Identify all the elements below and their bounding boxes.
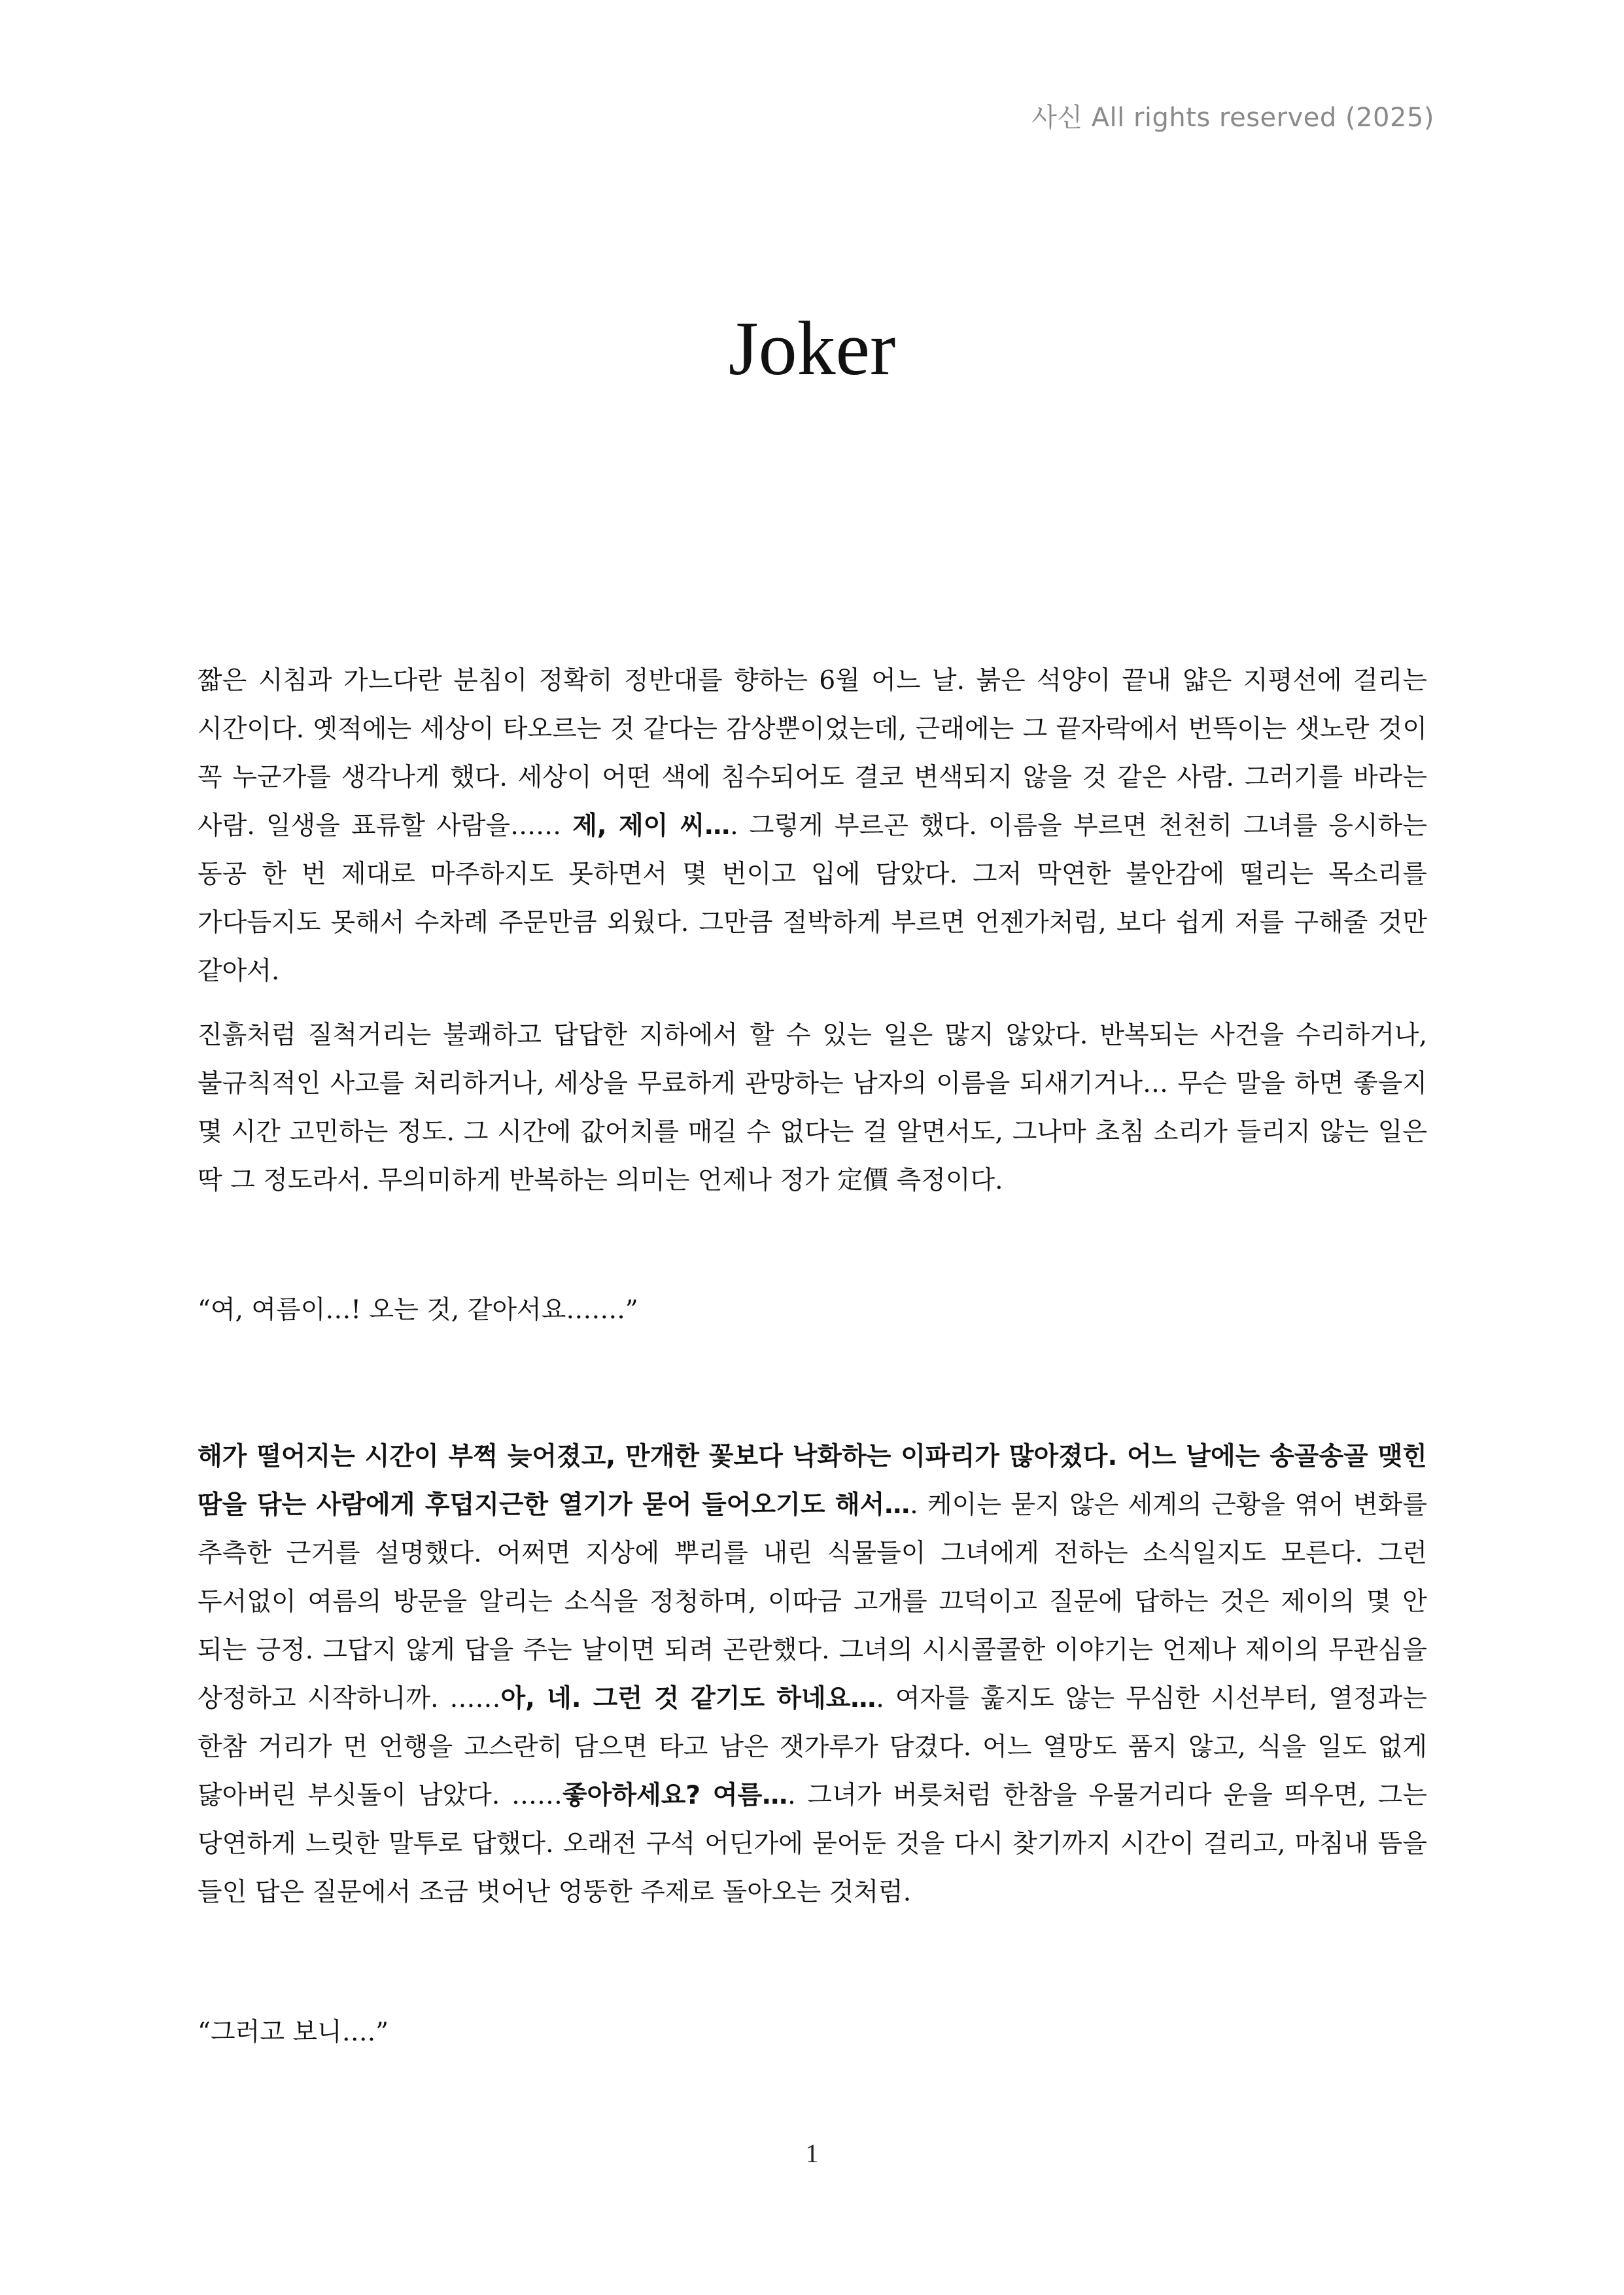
story-body	[198, 657, 1427, 2057]
dialogue-line-2: “그러고 보니….”	[198, 2018, 389, 2047]
paragraph-1	[198, 657, 1427, 996]
paragraph-3	[198, 1433, 1427, 1917]
paragraph-1-text-c: . 그렇게 부르곤 했다. 이름을 부르면 천천히 그녀를 응시하는 동공 한 번 제대로 마주하지도 못하면서 몇 번이고 입에 담았다. 그저 막연한 불안감에 떨리는 목소리를 가다듬지도 못해서 수차례 주문만큼 외웠다. 그만큼 절박하게 부르면 언젠가처럼, 보다 쉽게 저를 구해줄 것만 같아서.	[198, 811, 1427, 986]
paragraph-3-bold-c: 아, 네. 그런 것 같기도 하네요…	[500, 1684, 876, 1713]
section-gap	[198, 1335, 1427, 1433]
dialogue-line-1: “여, 여름이…! 오는 것, 같아서요…….”	[198, 1295, 638, 1325]
paragraph-3-text-d: . 여자를 훑지도 않는 무심한 시선부터, 열정과는 한참 거리가 먼 언행을 고스란히 담으면 타고 남은 잿가루가 담겼다. 어느 열망도 품지 않고, 식을 일도 없게 닳아버린 부싯돌이 남았다. ……	[198, 1684, 1428, 1810]
page-title: Joker	[728, 306, 896, 391]
section-gap	[198, 1917, 1427, 2008]
paragraph-3-text-f: . 그녀가 버릇처럼 한참을 우물거리다 운을 띄우면, 그는 당연하게 느릿한 말투로 답했다. 오래전 구석 어딘가에 묻어둔 것을 다시 찾기까지 시간이 걸리고, 마침내 뜸을 들인 답은 질문에서 조금 벗어난 엉뚱한 주제로 돌아오는 것처럼.	[198, 1781, 1427, 1907]
paragraph-1-bold-dialogue: 제, 제이 씨…	[572, 811, 731, 841]
paragraph-3-text-b: . 케이는 묻지 않은 세계의 근황을 엮어 변화를 추측한 근거를 설명했다. 어쩌면 지상에 뿌리를 내린 식물들이 그녀에게 전하는 소식일지도 모른다. 그런 두서없이 여름의 방문을 알리는 소식을 정청하며, 이따금 고개를 끄덕이고 질문에 답하는 것은 제이의 몇 안 되는 긍정. 그답지 않게 답을 주는 날이면 되려 곤란했다. 그녀의 시시콜콜한 이야기는 언제나 제이의 무관심을 상정하고 시작하니까. ……	[198, 1490, 1427, 1713]
copyright-header: 사신 All rights reserved (2025)	[1031, 103, 1434, 133]
paragraph-3-bold-a: 해가 떨어지는 시간이 부쩍 늦어졌고, 만개한 꽃보다 낙화하는 이파리가 많아졌다. 어느 날에는 송골송골 맺힌 땀을 닦는 사람에게 후덥지근한 열기가 묻어 들어오기도 해서…	[198, 1442, 1427, 1520]
paragraph-2: 진흙처럼 질척거리는 불쾌하고 답답한 지하에서 할 수 있는 일은 많지 않았다. 반복되는 사건을 수리하거나, 불규칙적인 사고를 처리하거나, 세상을 무료하게 관망하는 남자의 이름을 되새기거나… 무슨 말을 하면 좋을지 몇 시간 고민하는 정도. 그 시간에 값어치를 매길 수 없다는 걸 알면서도, 그나마 초침 소리가 들리지 않는 일은 딱 그 정도라서. 무의미하게 반복하는 의미는 언제나 정가 定價 측정이다.	[198, 1021, 1427, 1195]
paragraph-1-text-a: 짧은 시침과 가느다란 분침이 정확히 정반대를 향하는 6월 어느 날. 붉은 석양이 끝내 얇은 지평선에 걸리는 시간이다. 옛적에는 세상이 타오르는 것 같다는 감상뿐이었는데, 근래에는 그 끝자락에서 번뜩이는 샛노란 것이 꼭 누군가를 생각나게 했다. 세상이 어떤 색에 침수되어도 결코 변색되지 않을 것 같은 사람. 그러기를 바라는 사람. 일생을 표류할 사람을……	[198, 666, 1427, 841]
section-gap	[198, 1205, 1427, 1286]
page-number: 1	[805, 2139, 819, 2168]
paragraph-3-bold-e: 좋아하세요? 여름…	[562, 1781, 788, 1810]
